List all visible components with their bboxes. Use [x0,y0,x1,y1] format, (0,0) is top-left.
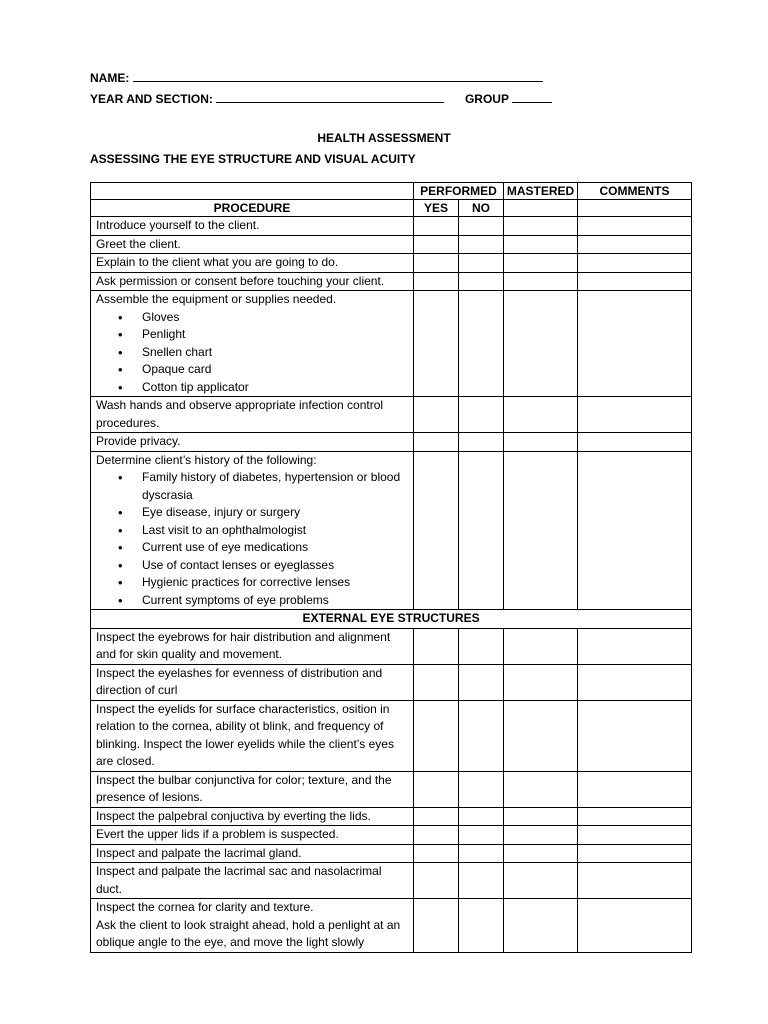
yes-cell[interactable] [414,397,459,433]
mastered-cell[interactable] [504,217,578,236]
mastered-cell[interactable] [504,807,578,826]
list-item: • Hygienic practices for corrective lenses [142,574,408,592]
yes-cell[interactable] [414,899,459,953]
comments-cell[interactable] [578,433,692,452]
yes-cell[interactable] [414,844,459,863]
mastered-cell[interactable] [504,700,578,771]
comments-cell[interactable] [578,771,692,807]
yes-cell[interactable] [414,826,459,845]
yes-cell[interactable] [414,807,459,826]
procedure-cell: Provide privacy. [91,433,414,452]
table-row-cornea [91,899,692,953]
mastered-cell[interactable] [504,863,578,899]
name-label: NAME: [90,71,130,85]
no-cell[interactable] [459,397,504,433]
mastered-cell[interactable] [504,826,578,845]
header-row-1 [91,183,692,200]
section-heading-external: EXTERNAL EYE STRUCTURES [91,610,692,629]
checklist-table [90,182,692,953]
comments-cell[interactable] [578,291,692,397]
list-item: • Family history of diabetes, hypertension or blood dyscrasia [142,469,408,504]
comments-cell[interactable] [578,254,692,273]
table-row [91,826,692,845]
procedure-header-top [91,183,414,200]
year-section-label: YEAR AND SECTION: [90,92,213,106]
yes-cell[interactable] [414,291,459,397]
yes-cell[interactable] [414,451,459,610]
procedure-cell: Introduce yourself to the client. [91,217,414,236]
list-item: • Gloves [142,309,408,327]
mastered-cell[interactable] [504,664,578,700]
yes-cell[interactable] [414,235,459,254]
mastered-cell[interactable] [504,628,578,664]
procedure-cell: Explain to the client what you are going to do. [91,254,414,273]
table-row [91,628,692,664]
mastered-cell[interactable] [504,291,578,397]
mastered-header: MASTERED [504,183,578,200]
no-cell[interactable] [459,700,504,771]
mastered-cell[interactable] [504,272,578,291]
no-cell[interactable] [459,899,504,953]
mastered-subheader [504,200,578,217]
yes-cell[interactable] [414,664,459,700]
no-header: NO [459,200,504,217]
comments-cell[interactable] [578,451,692,610]
no-cell[interactable] [459,451,504,610]
procedure-header: PROCEDURE [91,200,414,217]
comments-cell[interactable] [578,826,692,845]
comments-cell[interactable] [578,628,692,664]
list-item: • Cotton tip applicator [142,379,408,397]
yes-cell[interactable] [414,700,459,771]
no-cell[interactable] [459,664,504,700]
comments-header: COMMENTS [578,183,692,200]
no-cell[interactable] [459,254,504,273]
table-row [91,863,692,899]
no-cell[interactable] [459,291,504,397]
equipment-list [96,309,408,397]
mastered-cell[interactable] [504,899,578,953]
mastered-cell[interactable] [504,771,578,807]
yes-cell[interactable] [414,254,459,273]
equipment-intro: Assemble the equipment or supplies needed. [96,292,337,306]
no-cell[interactable] [459,863,504,899]
yes-cell[interactable] [414,272,459,291]
procedure-cell: Evert the upper lids if a problem is suspected. [91,826,414,845]
mastered-cell[interactable] [504,235,578,254]
history-intro: Determine client’s history of the following: [96,452,317,467]
procedure-cell: Ask permission or consent before touching your client. [91,272,414,291]
procedure-cell [91,291,414,397]
list-item: • Snellen chart [142,344,408,362]
procedure-cell: Inspect the bulbar conjunctiva for color; texture, and the presence of lesions. [91,771,414,807]
procedure-cell [91,899,414,953]
yes-header: YES [414,200,459,217]
cornea-line-1: Inspect the cornea for clarity and texture. [96,900,314,914]
list-item: • Use of contact lenses or eyeglasses [142,557,408,575]
section-row [91,610,692,629]
comments-cell[interactable] [578,217,692,236]
comments-cell[interactable] [578,397,692,433]
procedure-cell: Inspect the eyelashes for evenness of distribution and direction of curl [91,664,414,700]
table-row [91,664,692,700]
yes-cell[interactable] [414,771,459,807]
no-cell[interactable] [459,826,504,845]
year-section-blank[interactable] [216,91,444,103]
yes-cell[interactable] [414,628,459,664]
no-cell[interactable] [459,433,504,452]
no-cell[interactable] [459,807,504,826]
table-row [91,254,692,273]
mastered-cell[interactable] [504,844,578,863]
table-row [91,217,692,236]
year-section-line [90,91,552,106]
comments-cell[interactable] [578,807,692,826]
no-cell[interactable] [459,217,504,236]
comments-cell[interactable] [578,863,692,899]
comments-cell[interactable] [578,664,692,700]
group-blank[interactable] [512,91,552,103]
no-cell[interactable] [459,844,504,863]
list-item: • Eye disease, injury or surgery [142,504,408,522]
procedure-cell: Inspect the eyelids for surface characteristics, osition in relation to the cornea, ability ot blink, and frequency of blinking. Inspect the lower eyelids while the client’s eyes are closed. [91,700,414,771]
page-subtitle: ASSESSING THE EYE STRUCTURE AND VISUAL ACUITY [90,152,416,166]
mastered-cell[interactable] [504,451,578,610]
yes-cell[interactable] [414,863,459,899]
table-row [91,397,692,433]
mastered-cell[interactable] [504,433,578,452]
no-cell[interactable] [459,272,504,291]
comments-cell[interactable] [578,899,692,953]
comments-subheader [578,200,692,217]
mastered-cell[interactable] [504,397,578,433]
name-blank[interactable] [133,70,543,82]
list-item: • Opaque card [142,361,408,379]
table-row [91,700,692,771]
comments-cell[interactable] [578,844,692,863]
comments-cell[interactable] [578,272,692,291]
list-item: • Current symptoms of eye problems [142,592,408,610]
table-row [91,272,692,291]
procedure-cell: Inspect the palpebral conjuctiva by everting the lids. [91,807,414,826]
cornea-line-2: Ask the client to look straight ahead, hold a penlight at an oblique angle to the eye, and move the light slowly [96,917,401,949]
no-cell[interactable] [459,628,504,664]
list-item: • Current use of eye medications [142,539,408,557]
comments-cell[interactable] [578,235,692,254]
table-row [91,433,692,452]
procedure-cell [91,451,414,610]
group-label: GROUP [464,92,509,106]
procedure-cell: Inspect and palpate the lacrimal sac and nasolacrimal duct. [91,863,414,899]
yes-cell[interactable] [414,433,459,452]
name-line [90,70,543,85]
table-row-history [91,451,692,610]
procedure-cell: Inspect the eyebrows for hair distribution and alignment and for skin quality and movement. [91,628,414,664]
table-row [91,771,692,807]
list-item: • Last visit to an ophthalmologist [142,522,408,540]
header-row-2 [91,200,692,217]
history-list [96,469,408,609]
table-row-equipment [91,291,692,397]
procedure-cell: Inspect and palpate the lacrimal gland. [91,844,414,863]
performed-header: PERFORMED [414,183,504,200]
mastered-cell[interactable] [504,254,578,273]
no-cell[interactable] [459,771,504,807]
no-cell[interactable] [459,235,504,254]
procedure-cell: Wash hands and observe appropriate infection control procedures. [91,397,414,433]
procedure-cell: Greet the client. [91,235,414,254]
table-row [91,844,692,863]
table-row [91,235,692,254]
page-title: HEALTH ASSESSMENT [317,131,451,145]
table-row [91,807,692,826]
list-item: • Penlight [142,326,408,344]
yes-cell[interactable] [414,217,459,236]
comments-cell[interactable] [578,700,692,771]
